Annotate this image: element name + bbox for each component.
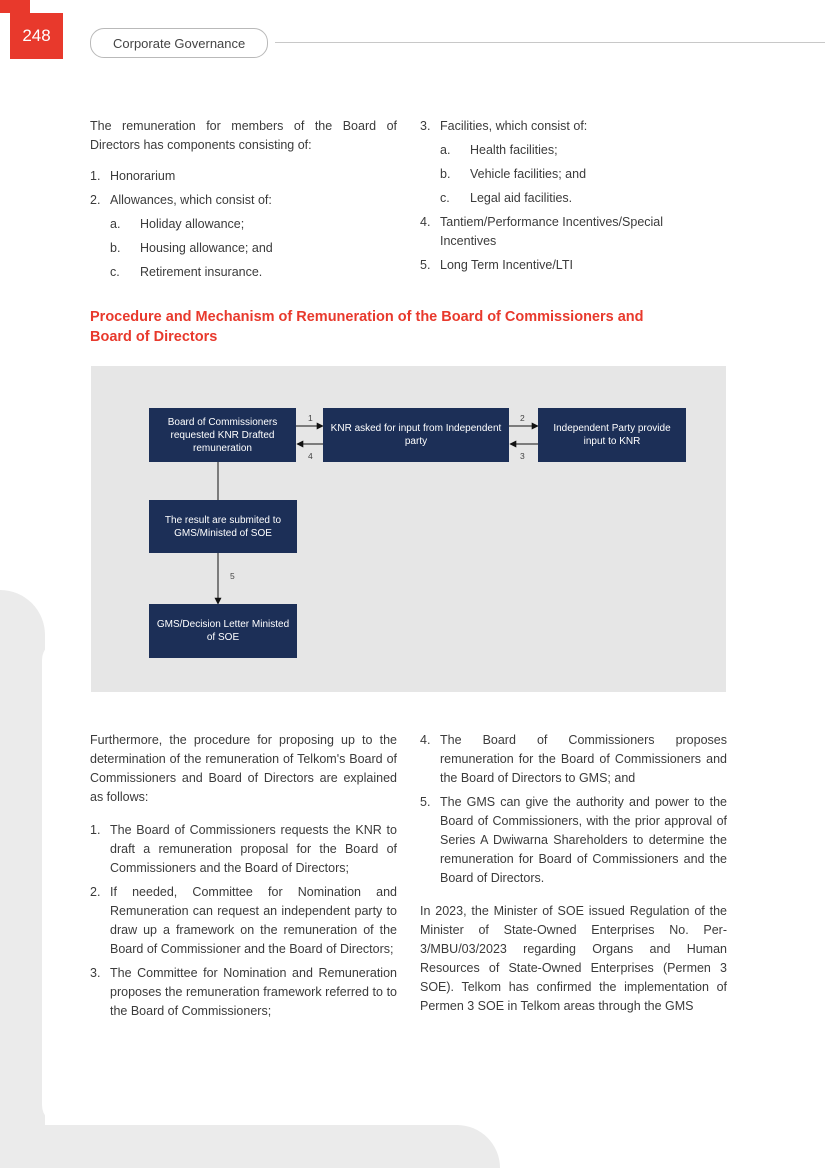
page-tab-accent xyxy=(0,0,30,13)
box-independent-party: Independent Party provide input to KNR xyxy=(538,408,686,462)
intro-left-column xyxy=(90,117,397,287)
procedure-left-column xyxy=(90,731,397,1026)
box-board-of-commissioners: Board of Commissioners requested KNR Drafted remuneration xyxy=(149,408,296,462)
step-label-4: 4 xyxy=(308,451,313,461)
sub-list-item: b. Vehicle facilities; and xyxy=(440,167,587,181)
step-label-3: 3 xyxy=(520,451,525,461)
sub-list-item: c. Retirement insurance. xyxy=(110,265,263,279)
procedure-paragraph: Furthermore, the procedure for proposing up to the determination of the remuneration of Telkom's Board of Commissioners and Board of Directors are explained as follows: xyxy=(90,733,397,804)
box-knr: KNR asked for input from Independent party xyxy=(323,408,509,462)
procedure-right-column xyxy=(420,731,727,1028)
section-heading: Procedure and Mechanism of Remuneration of the Board of Commissioners and Board of Directors xyxy=(90,309,644,345)
page-number: 248 xyxy=(10,13,63,59)
box-result-submitted: The result are submited to GMS/Ministed of SOE xyxy=(149,500,297,553)
sub-list-item: a. Health facilities; xyxy=(440,143,558,157)
list-item: 2. If needed, Committee for Nomination and Remuneration can request an independent party to draw up a framework on the remuneration of the Board of Commissioner and the Board of Directors; xyxy=(90,885,397,956)
step-label-1: 1 xyxy=(308,413,313,423)
list-item: 4. Tantiem/Performance Incentives/Special Incentives xyxy=(420,215,664,248)
sub-list-item: b. Housing allowance; and xyxy=(110,241,273,255)
list-item: 2. Allowances, which consist of: xyxy=(90,193,272,207)
list-item: 1. The Board of Commissioners requests the KNR to draft a remuneration proposal for the Board of Commissioners and the Board of Directors; xyxy=(90,823,397,875)
list-item: 3. Facilities, which consist of: xyxy=(420,119,588,133)
list-item: 3. The Committee for Nomination and Remuneration proposes the remuneration framework referred to to the Board of Commissioners; xyxy=(90,966,397,1018)
section-title: Corporate Governance xyxy=(90,28,268,58)
box-gms-decision: GMS/Decision Letter Ministed of SOE xyxy=(149,604,297,658)
header-divider xyxy=(275,42,825,43)
sub-list-item: c. Legal aid facilities. xyxy=(440,191,573,205)
intro-right-column xyxy=(420,117,710,280)
intro-paragraph: The remuneration for members of the Board of Directors has components consisting of: xyxy=(90,119,397,152)
step-label-2: 2 xyxy=(520,413,525,423)
background-shape-bottom xyxy=(0,1125,500,1168)
list-item: 1. Honorarium xyxy=(90,169,176,183)
list-item: 5. Long Term Incentive/LTI xyxy=(420,258,573,272)
sub-list-item: a. Holiday allowance; xyxy=(110,217,245,231)
step-label-5: 5 xyxy=(230,571,235,581)
background-shape-left xyxy=(0,590,45,1168)
list-item: 4. The Board of Commissioners proposes remuneration for the Board of Commissioners and the Board of Directors to GMS; and xyxy=(420,733,727,785)
closing-paragraph: In 2023, the Minister of SOE issued Regulation of the Minister of State-Owned Enterprises No. Per-3/MBU/03/2023 regarding Organs and Human Resources of State-Owned Enterprises (Permen 3 SOE). Telkom has confirmed the implementation of Permen 3 SOE in Telkom areas through the GMS xyxy=(420,904,727,1013)
list-item: 5. The GMS can give the authority and power to the Board of Commissioners, with the prior approval of Series A Dwiwarna Shareholders to determine the remuneration for Board of Commissioners and the Board of Directors. xyxy=(420,795,727,885)
